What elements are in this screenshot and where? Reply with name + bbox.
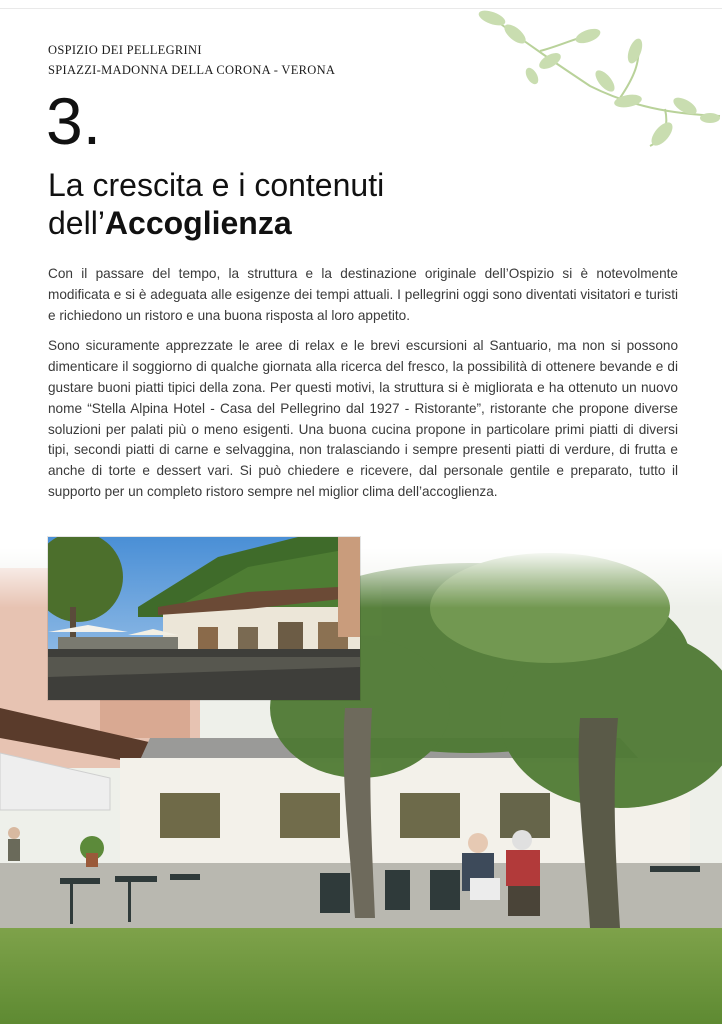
title-bold: Accoglienza	[104, 205, 292, 241]
header-line-2: SPIAZZI-MADONNA DELLA CORONA - VERONA	[48, 63, 336, 77]
chapter-title	[48, 166, 384, 242]
leaf-branch-decoration	[470, 6, 722, 156]
paragraph-1: Con il passare del tempo, la struttura e la destinazione originale dell’Ospizio si è notevolmente modificata e si è adeguata alle esigenze dei tempi attuali. I pellegrini oggi sono diventati visitatori e turisti e richiedono un ristoro e una buona risposta al loro appetito.	[48, 266, 678, 323]
title-prefix: dell’	[48, 205, 105, 241]
paragraph-2: Sono sicuramente apprezzate le aree di relax e le brevi escursioni al Santuario, ma non si possono dimenticare il soggiorno di qualche giornata alla ricerca del fresco, la possibilità di ottenere bevande e di gustare buoni piatti tipici della zona. Per questi motivi, la struttura si è migliorata e ha ottenuto un nuovo nome “Stella Alpina Hotel - Casa del Pellegrino dal 1927 - Ristorante”, ristorante che propone diverse soluzioni per palati più o meno esigenti. Una buona cucina propone in particolare primi piatti di diversi tipi, secondi piatti di carne e selvaggina, non tralasciando i sempre presenti piatti di verdure, di frutta e anche di torte e dessert vari. Si può chiedere e ricevere, dal personale gentile e preparato, tutto il supporto per un completo ristoro sempre nel miglior clima dell’accoglienza.	[48, 338, 678, 499]
chapter-number: 3.	[46, 84, 102, 158]
header-line-1: OSPIZIO DEI PELLEGRINI	[48, 43, 202, 57]
title-line-2	[48, 204, 384, 242]
title-line-1: La crescita e i contenuti	[48, 167, 385, 203]
body-text	[48, 264, 678, 513]
inset-hotel-photo	[48, 537, 360, 700]
